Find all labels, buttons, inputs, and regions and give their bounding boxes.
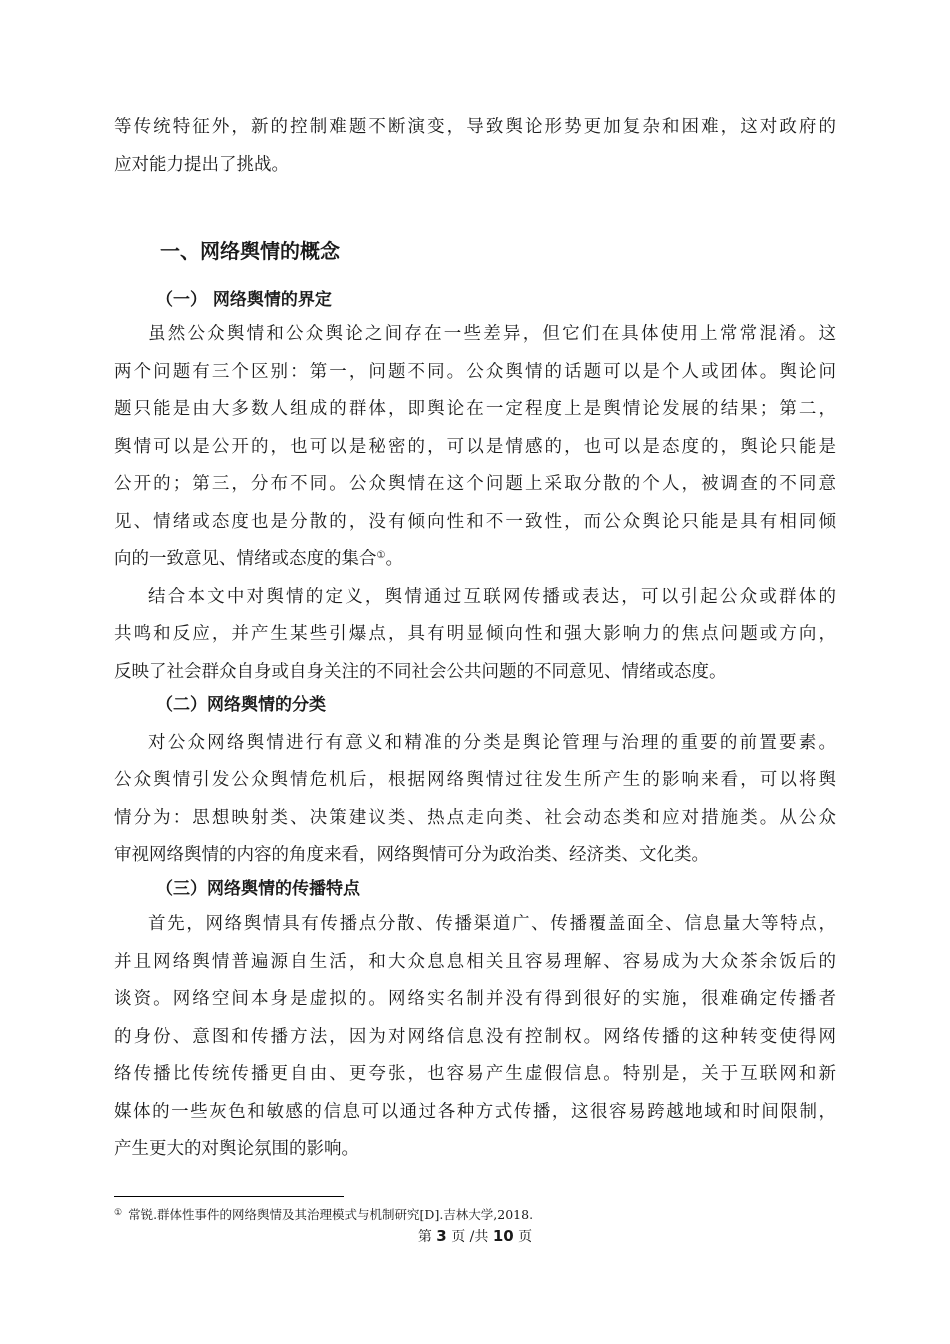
intro-line-2: 应对能力提出了挑战。 [114, 155, 289, 175]
s1-p1-line-2: 两个问题有三个区别：第一，问题不同。公众舆情的话题可以是个人或团体。舆论问 [114, 362, 836, 382]
page-number [0, 1226, 950, 1247]
s2-line-1: 对公众网络舆情进行有意义和精准的分类是舆论管理与治理的重要的前置要素。 [148, 733, 836, 753]
pager-middle: 页 /共 [451, 1229, 489, 1245]
chapter-heading: 一、网络舆情的概念 [160, 239, 340, 263]
s1-p2-line-1: 结合本文中对舆情的定义，舆情通过互联网传播或表达，可以引起公众或群体的 [148, 587, 836, 607]
footnote-mark: ① [114, 1208, 123, 1218]
footnote-text: 常锐.群体性事件的网络舆情及其治理模式与机制研究[D].吉林大学,2018. [128, 1207, 534, 1222]
s1-p1-last-text: 向的一致意见、情绪或态度的集合 [114, 549, 377, 569]
s3-line-2: 并且网络舆情普遍源自生活，和大众息息相关且容易理解、容易成为大众茶余饭后的 [114, 952, 836, 972]
s1-p2-line-2: 共鸣和反应，并产生某些引爆点，具有明显倾向性和强大影响力的焦点问题或方向， [114, 624, 836, 644]
intro-line-1: 等传统特征外，新的控制难题不断演变，导致舆论形势更加复杂和困难，这对政府的 [114, 117, 836, 137]
section-2-heading: （二）网络舆情的分类 [156, 695, 326, 715]
s1-p1-line-3: 题只能是由大多数人组成的群体，即舆论在一定程度上是舆情论发展的结果；第二， [114, 399, 836, 419]
s1-p1-line-5: 公开的；第三，分布不同。公众舆情在这个问题上采取分散的个人，被调查的不同意 [114, 474, 836, 494]
s1-p1-end-punct: 。 [385, 549, 403, 569]
s1-p1-line-4: 舆情可以是公开的，也可以是秘密的，可以是情感的，也可以是态度的，舆论只能是 [114, 437, 836, 457]
footnote-divider [114, 1196, 344, 1197]
pager-prefix: 第 [417, 1229, 432, 1245]
s3-line-5: 络传播比传统传播更自由、更夸张，也容易产生虚假信息。特别是，关于互联网和新 [114, 1064, 836, 1084]
s1-p1-line-6: 见、情绪或态度也是分散的，没有倾向性和不一致性，而公众舆论只能是具有相同倾 [114, 512, 836, 532]
s3-line-6: 媒体的一些灰色和敏感的信息可以通过各种方式传播，这很容易跨越地域和时间限制， [114, 1102, 836, 1122]
s3-line-7: 产生更大的对舆论氛围的影响。 [114, 1139, 359, 1159]
s2-line-4: 审视网络舆情的内容的角度来看，网络舆情可分为政治类、经济类、文化类。 [114, 845, 709, 865]
footnote [114, 1207, 533, 1225]
s2-line-2: 公众舆情引发公众舆情危机后，根据网络舆情过往发生所产生的影响来看，可以将舆 [114, 770, 836, 790]
s1-p2-line-3: 反映了社会群众自身或自身关注的不同社会公共问题的不同意见、情绪或态度。 [114, 662, 727, 682]
section-3-heading: （三）网络舆情的传播特点 [156, 879, 360, 899]
s3-line-3: 谈资。网络空间本身是虚拟的。网络实名制并没有得到很好的实施，很难确定传播者 [114, 989, 836, 1009]
pager-total: 10 [492, 1227, 514, 1245]
s1-p1-line-7 [114, 548, 836, 570]
s1-p1-line-1: 虽然公众舆情和公众舆论之间存在一些差异，但它们在具体使用上常常混淆。这 [148, 324, 836, 344]
pager-suffix: 页 [518, 1229, 533, 1245]
section-1-heading: （一） 网络舆情的界定 [156, 290, 332, 310]
s3-line-4: 的身份、意图和传播方法，因为对网络信息没有控制权。网络传播的这种转变使得网 [114, 1027, 836, 1047]
pager-current: 3 [436, 1227, 447, 1245]
s3-line-1: 首先，网络舆情具有传播点分散、传播渠道广、传播覆盖面全、信息量大等特点， [148, 914, 836, 934]
s2-line-3: 情分为：思想映射类、决策建议类、热点走向类、社会动态类和应对措施类。从公众 [114, 808, 836, 828]
footnote-reference[interactable]: ① [376, 550, 386, 561]
